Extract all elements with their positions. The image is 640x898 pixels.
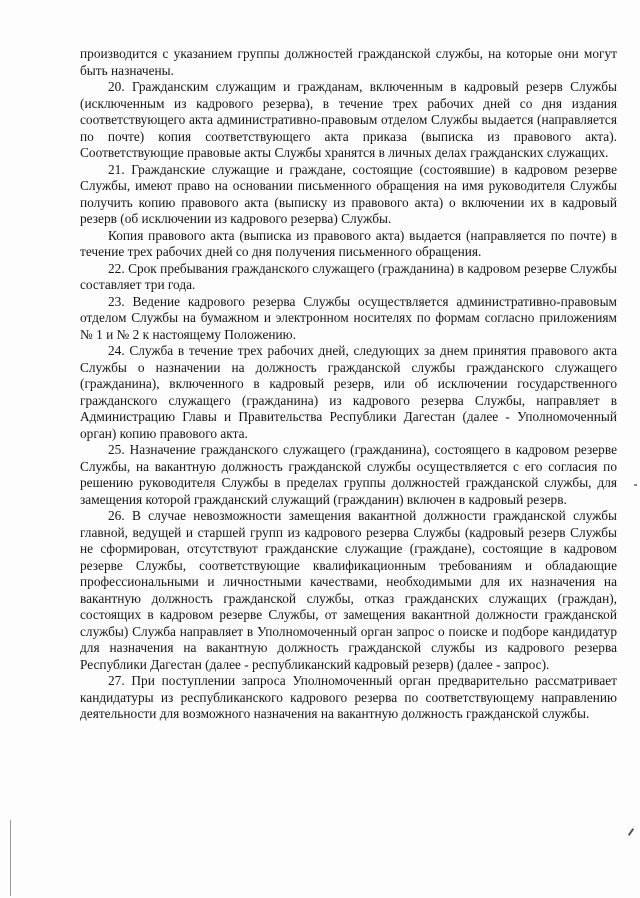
- paragraph-20: 20. Гражданским служащим и гражданам, включенным в кадровый резерв Службы (исключенным из кадрового резерва), в течение трех рабочих дней со дня издания соответствующего акта административно-правовым отделом Службы выдается (направляется по почте) копия соответствующего акта приказа (выписка из правового акта). Соответствующие правовые акты Службы хранятся в личных делах гражданских служащих.: [80, 79, 617, 160]
- paragraph-21: 21. Гражданские служащие и граждане, состоящие (состоявшие) в кадровом резерве Службы, имеют право на основании письменного обращения на имя руководителя Службы получить копию правового акта (выписку из правового акта) о включении их в кадровый резерв (об исключении из кадрового резерва) Службы.: [80, 161, 617, 226]
- paragraph-continuation: производится с указанием группы должностей гражданской службы, на которые они могут быть назначены.: [80, 46, 617, 78]
- paragraph-23: 23. Ведение кадрового резерва Службы осуществляется административно-правовым отделом Службы на бумажном и электронном носителях по формам согласно приложениям № 1 и № 2 к настоящему Положению.: [80, 293, 617, 342]
- paragraph-27: 27. При поступлении запроса Уполномоченный орган предварительно рассматривает кандидатуры из республиканского кадрового резерва по соответствующему направлению деятельности для возможного назначения на вакантную должность гражданской службы.: [80, 673, 617, 721]
- paragraph-22: 22. Срок пребывания гражданского служащего (гражданина) в кадровом резерве Службы составляет три года.: [80, 260, 617, 292]
- paragraph-25: 25. Назначение гражданского служащего (гражданина), состоящего в кадровом резерве Службы, на вакантную должность гражданской службы осуществляется с его согласия по решению руководителя Службы в пределах группы должностей гражданской службы, для замещения которой гражданский служащий (гражданин) включен в кадровый резерв.: [80, 442, 617, 507]
- scan-corner-mark: [628, 828, 634, 836]
- paragraph-26: 26. В случае невозможности замещения вакантной должности гражданской службы главной, ведущей и старшей групп из кадрового резерва Службы (кадровый резерв Службы не сформирован, отсутствуют гражданские служащие (граждане), состоящие в кадровом резерве Службы, соответствующие квалификационным требованиям и обладающие профессиональными и личностными качествами, необходимыми для их назначения на вакантную должность гражданской службы, отказ гражданских служащих (граждан), состоящих в кадровом резерве Службы, от замещения вакантной должности гражданской службы) Служба направляет в Уполномоченный орган запрос о поиске и подборе кандидатур для назначения на вакантную должность гражданской службы из кадрового резерва Республики Дагестан (далее - республиканский кадровый резерв) (далее - запрос).: [80, 508, 617, 672]
- document-body: [80, 46, 617, 723]
- paragraph-21-copy: Копия правового акта (выписка из правового акта) выдается (направляется по почте) в течение трех рабочих дней со дня получения письменного обращения.: [80, 227, 617, 259]
- scan-edge-line: [10, 820, 11, 896]
- scan-speck: [634, 484, 637, 486]
- paragraph-24: 24. Служба в течение трех рабочих дней, следующих за днем принятия правового акта Службы о назначении на должность гражданской службы гражданского служащего (гражданина), включенного в кадровый резерв, или об исключении государственного гражданского служащего (гражданина) из кадрового резерва Службы, направляет в Администрацию Главы и Правительства Республики Дагестан (далее - Уполномоченный орган) копию правового акта.: [80, 343, 617, 441]
